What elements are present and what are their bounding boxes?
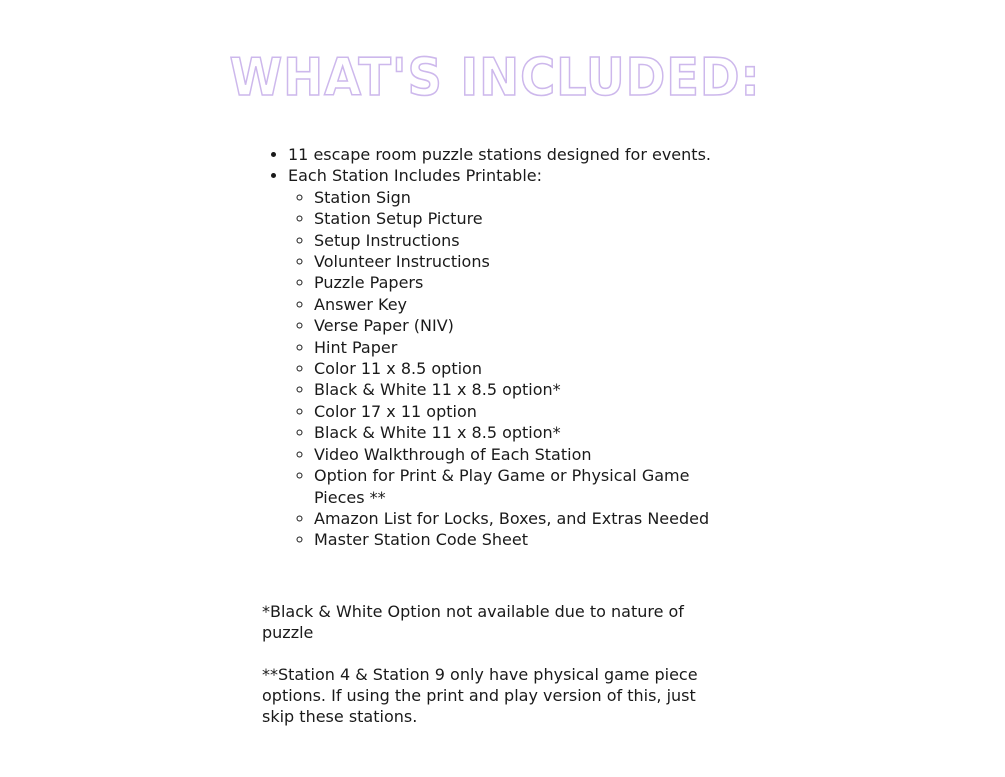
list-item: ◦ Color 17 x 11 option <box>314 401 712 422</box>
list-item: ◦ Master Station Code Sheet <box>314 529 712 550</box>
printables-list <box>288 187 712 551</box>
footnotes <box>262 601 702 728</box>
included-content <box>262 144 712 728</box>
list-item: ◦ Option for Print & Play Game or Physical Game Pieces ** <box>314 465 712 508</box>
included-list <box>262 144 712 551</box>
list-item: ◦ Setup Instructions <box>314 230 712 251</box>
list-item: ◦ Volunteer Instructions <box>314 251 712 272</box>
list-item: ◦ Verse Paper (NIV) <box>314 315 712 336</box>
list-item: ◦ Black & White 11 x 8.5 option* <box>314 379 712 400</box>
list-item-label: Each Station Includes Printable: <box>288 166 543 186</box>
list-item: ◦ Station Sign <box>314 187 712 208</box>
footnote-black-white: *Black & White Option not available due to nature of puzzle <box>262 601 684 643</box>
list-item: ◦ Puzzle Papers <box>314 272 712 293</box>
list-item: ◦ Amazon List for Locks, Boxes, and Extras Needed <box>314 508 712 529</box>
list-item: ◦ Hint Paper <box>314 337 712 358</box>
footnote-physical-pieces: **Station 4 & Station 9 only have physical game piece options. If using the print and play version of this, just skip these stations. <box>262 664 698 727</box>
list-item: ◦ Video Walkthrough of Each Station <box>314 444 712 465</box>
page-title: WHAT'S INCLUDED: <box>229 48 761 108</box>
list-item: • 11 escape room puzzle stations designed for events. <box>288 144 712 165</box>
list-item <box>288 165 712 550</box>
list-item: ◦ Answer Key <box>314 294 712 315</box>
list-item: ◦ Color 11 x 8.5 option <box>314 358 712 379</box>
list-item: ◦ Station Setup Picture <box>314 208 712 229</box>
list-item: ◦ Black & White 11 x 8.5 option* <box>314 422 712 443</box>
